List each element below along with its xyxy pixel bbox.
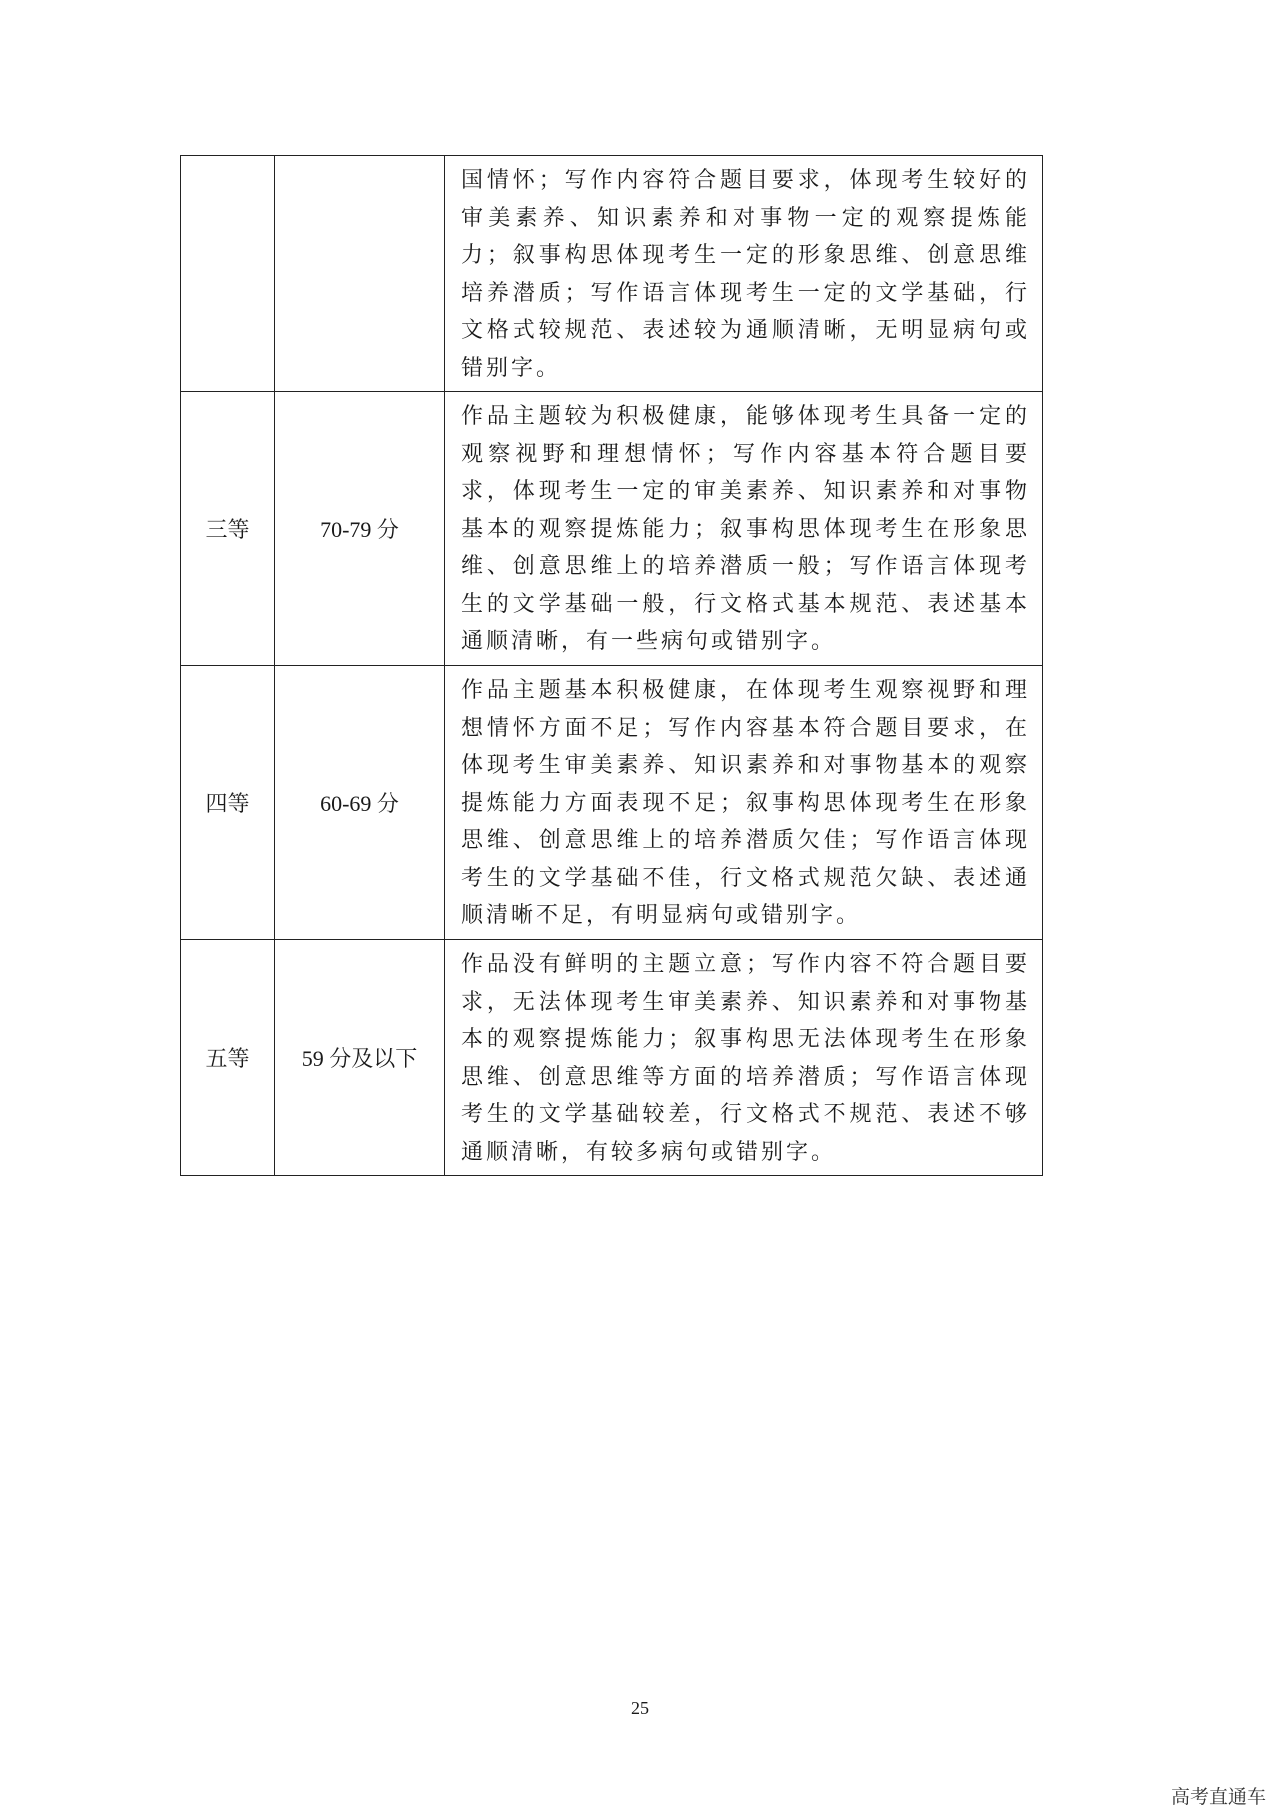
grade-cell: 三等 [181,392,275,666]
grade-cell: 五等 [181,940,275,1176]
table-row [181,392,1043,666]
score-cell: 70-79 分 [275,392,445,666]
table-row [181,156,1043,392]
grade-cell [181,156,275,392]
description-cell: 作品主题基本积极健康，在体现考生观察视野和理想情怀方面不足；写作内容基本符合题目要求，在体现考生审美素养、知识素养和对事物基本的观察提炼能力方面表现不足；叙事构思体现考生在形象思维、创意思维上的培养潜质欠佳；写作语言体现考生的文学基础不佳，行文格式规范欠缺、表述通顺清晰不足，有明显病句或错别字。 [445,666,1043,940]
score-cell: 60-69 分 [275,666,445,940]
score-cell [275,156,445,392]
grade-cell: 四等 [181,666,275,940]
description-cell: 作品主题较为积极健康，能够体现考生具备一定的观察视野和理想情怀；写作内容基本符合题目要求，体现考生一定的审美素养、知识素养和对事物基本的观察提炼能力；叙事构思体现考生在形象思维、创意思维上的培养潜质一般；写作语言体现考生的文学基础一般，行文格式基本规范、表述基本通顺清晰，有一些病句或错别字。 [445,392,1043,666]
watermark: 高考直通车 [1170,1786,1266,1808]
description-cell: 国情怀；写作内容符合题目要求，体现考生较好的审美素养、知识素养和对事物一定的观察提炼能力；叙事构思体现考生一定的形象思维、创意思维培养潜质；写作语言体现考生一定的文学基础，行文格式较规范、表述较为通顺清晰，无明显病句或错别字。 [445,156,1043,392]
page-number: 25 [631,1698,649,1718]
description-cell: 作品没有鲜明的主题立意；写作内容不符合题目要求，无法体现考生审美素养、知识素养和对事物基本的观察提炼能力；叙事构思无法体现考生在形象思维、创意思维等方面的培养潜质；写作语言体现考生的文学基础较差，行文格式不规范、表述不够通顺清晰，有较多病句或错别字。 [445,940,1043,1176]
grading-table [180,155,1043,1176]
score-cell: 59 分及以下 [275,940,445,1176]
table-row [181,940,1043,1176]
table-row [181,666,1043,940]
